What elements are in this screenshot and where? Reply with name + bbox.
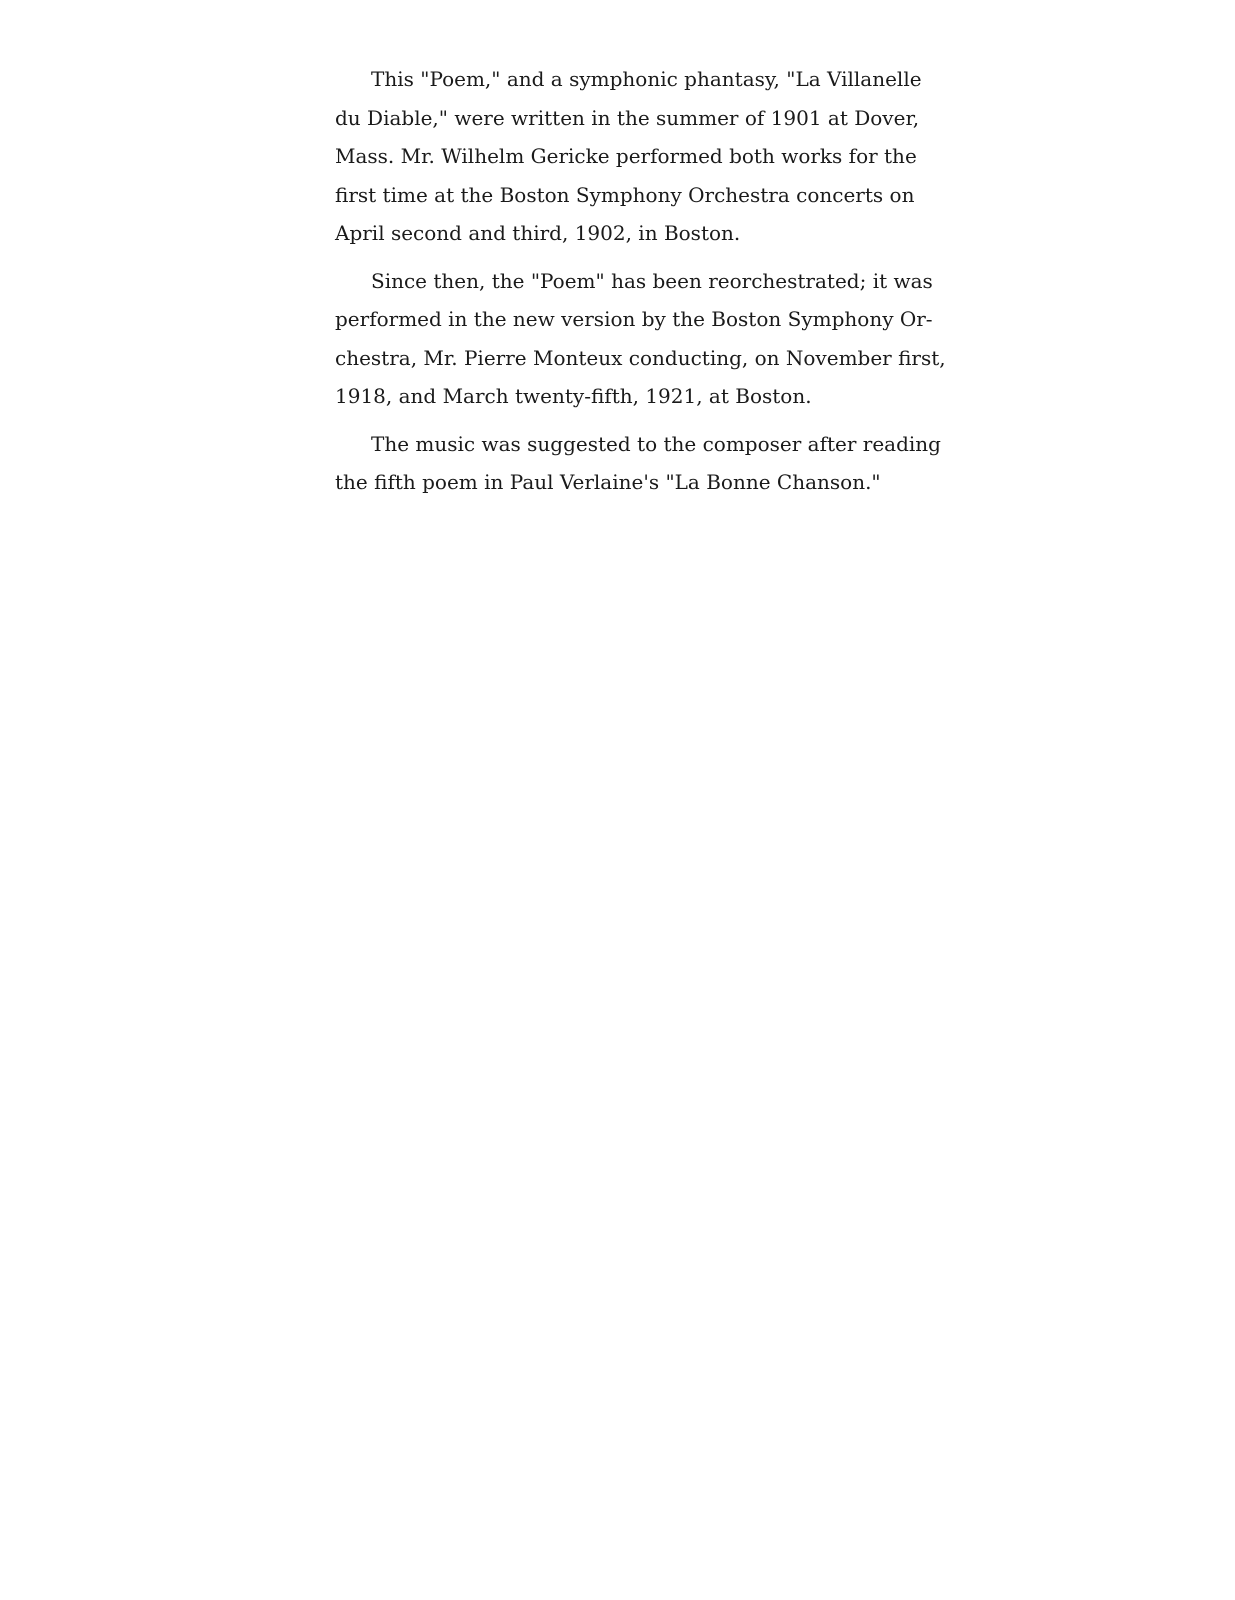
paragraph-1 bbox=[335, 60, 922, 253]
text-line: 1918, and March twenty-fifth, 1921, at Boston. bbox=[335, 384, 812, 408]
text-line: performed in the new version by the Boston Symphony Or- bbox=[335, 307, 933, 331]
text-line: chestra, Mr. Pierre Monteux conducting, on November first, bbox=[335, 345, 946, 370]
paragraph-2 bbox=[335, 262, 946, 416]
text-line: du Diable," were written in the summer of 1901 at Dover, bbox=[335, 105, 920, 130]
text-line: Since then, the "Poem" has been reorchestrated; it was bbox=[371, 268, 933, 293]
text-line: Mass. Mr. Wilhelm Gericke performed both works for the bbox=[335, 144, 917, 168]
text-line: April second and third, 1902, in Boston. bbox=[335, 221, 741, 245]
text-line: The music was suggested to the composer after reading bbox=[371, 431, 941, 456]
text-line: This "Poem," and a symphonic phantasy, "La Villanelle bbox=[371, 67, 922, 91]
text-block bbox=[335, 60, 946, 511]
text-line: the fifth poem in Paul Verlaine's "La Bonne Chanson." bbox=[335, 470, 881, 494]
paragraph-3 bbox=[335, 425, 941, 502]
text-line: first time at the Boston Symphony Orchestra concerts on bbox=[335, 182, 915, 207]
